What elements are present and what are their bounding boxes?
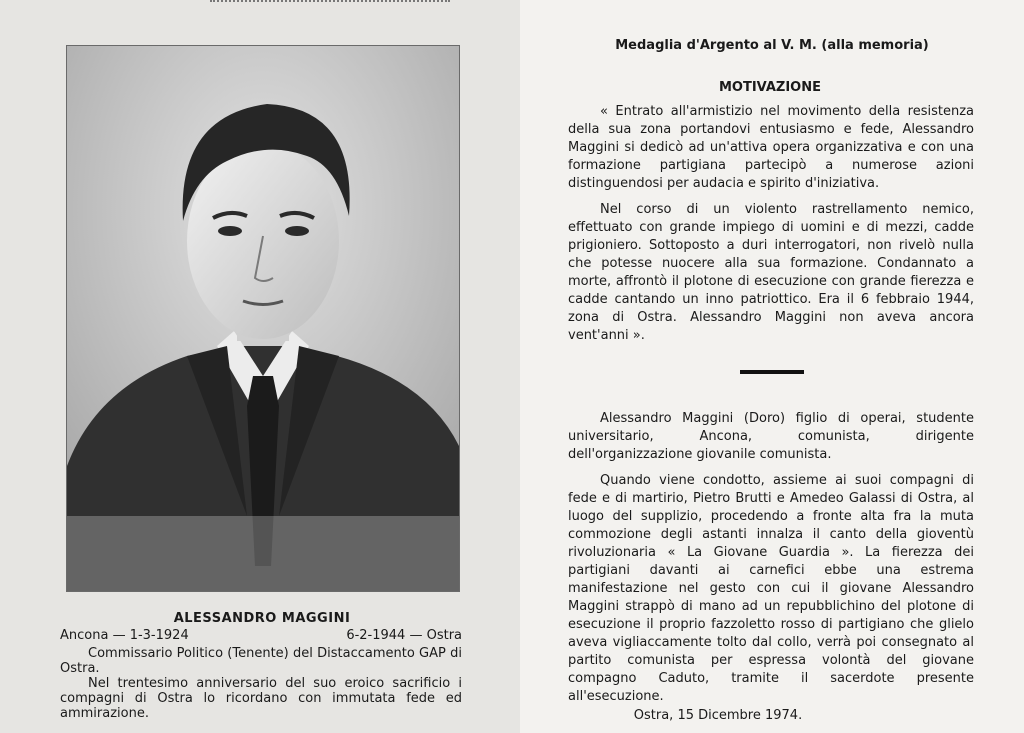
portrait-photo	[66, 45, 460, 592]
page-top-marks	[210, 0, 450, 10]
motivazione-title: MOTIVAZIONE	[718, 80, 821, 95]
portrait-photo-icon	[67, 46, 459, 591]
caption-tribute: Nel trentesimo anniversario del suo eroico sacrificio i compagni di Ostra lo ricordano con immutata fede ed ammirazione.	[60, 676, 462, 721]
biography-text	[568, 410, 974, 714]
biography-paragraph-1: Alessandro Maggini (Doro) figlio di operai, studente universitario, Ancona, comunista, dirigente dell'organizzazione giovanile comunista.	[568, 411, 974, 462]
section-divider	[740, 370, 804, 374]
motivazione-paragraph-1: « Entrato all'armistizio nel movimento della resistenza della sua zona portandovi entusiasmo e fede, Alessandro Maggini si dedicò ad un'attiva opera organizzativa e con una formazione partigiana partecipò a numerose azioni distinguendosi per audacia e spirito d'iniziativa.	[568, 104, 974, 191]
caption-role: Commissario Politico (Tenente) del Distaccamento GAP di Ostra.	[60, 646, 462, 676]
caption-dates	[60, 628, 462, 643]
death-date-place: 6-2-1944 — Ostra	[346, 628, 462, 643]
caption-name: ALESSANDRO MAGGINI	[173, 611, 351, 626]
motivazione-text	[568, 103, 974, 353]
medal-heading: Medaglia d'Argento al V. M. (alla memoria)	[615, 38, 929, 53]
caption-text	[60, 646, 462, 721]
signature-line: Ostra, 15 Dicembre 1974.	[633, 708, 803, 723]
birth-place-date: Ancona — 1-3-1924	[60, 628, 189, 643]
biography-paragraph-2: Quando viene condotto, assieme ai suoi compagni di fede e di martirio, Pietro Brutti e Amedeo Galassi di Ostra, al luogo del supplizio, procedendo a fronte alta fra la muta commozione degli astanti innalza il canto della gioventù rivoluzionaria « La Giovane Guardia ». La fierezza dei partigiani davanti ai carnefici ebbe una estrema manifestazione nel gesto con cui il giovane Alessandro Maggini strappò di mano ad un repubblichino del plotone di esecuzione il proprio fazzoletto rosso di partigiano che glielo aveva vigliaccamente tolto dal collo, verrà poi consegnato al partito comunista per espressa volontà del giovane compagno Caduto, tramite il sacerdote presente all'esecuzione.	[568, 473, 974, 704]
motivazione-paragraph-2: Nel corso di un violento rastrellamento nemico, effettuato con grande impiego di uomini e di mezzi, cadde prigioniero. Sottoposto a duri interrogatori, non rivelò nulla che potesse nuocere alla sua formazione. Condannato a morte, affrontò il plotone di esecuzione con grande fierezza e cadde cantando un inno patriottico. Era il 6 febbraio 1944, zona di Ostra. Alessandro Maggini non aveva ancora vent'anni ».	[568, 202, 974, 343]
